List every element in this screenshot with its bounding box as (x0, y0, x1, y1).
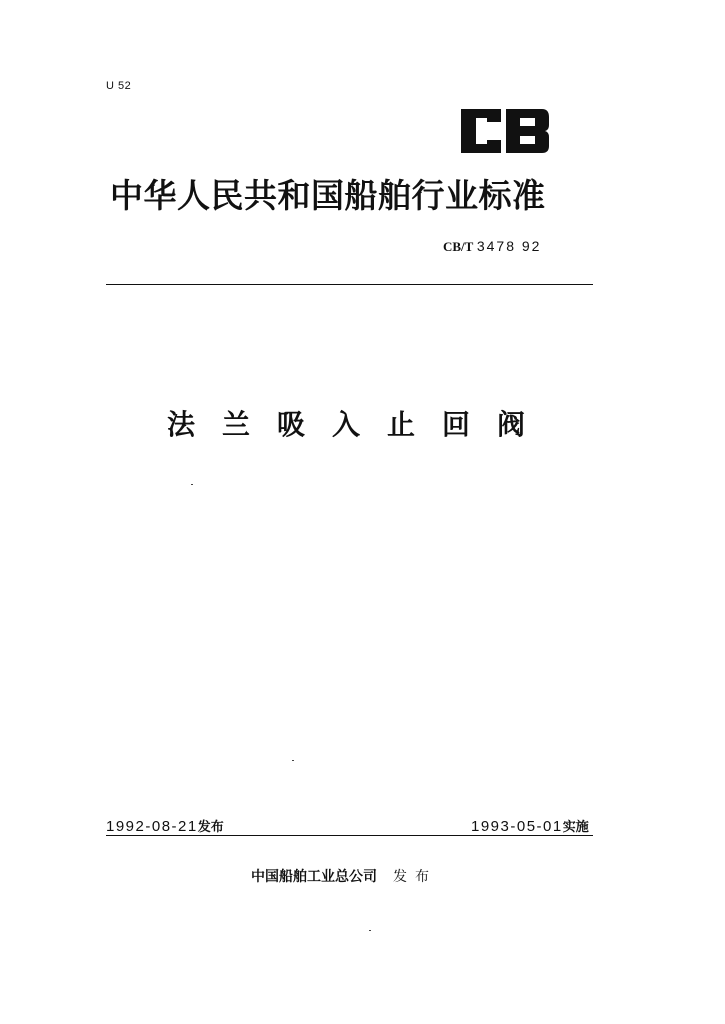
header-divider (106, 284, 593, 285)
cb-logo (457, 105, 552, 157)
standard-prefix: CB/T (443, 239, 474, 254)
implementation-date: 1993-05-01 (471, 818, 563, 835)
scan-speck (292, 760, 294, 761)
issue-date: 1992-08-21 (106, 818, 198, 835)
organization-title: 中华人民共和国船舶行业标准 (110, 176, 546, 215)
publisher-name: 中国船舶工业总公司 (251, 869, 377, 885)
scan-speck (369, 930, 371, 931)
standard-digits: 3478 92 (476, 238, 542, 254)
footer-divider (106, 835, 593, 836)
issue-date-block (106, 816, 224, 835)
implementation-date-block (471, 816, 589, 835)
scan-speck (191, 484, 193, 485)
document-title: 法兰吸入止回阀 (167, 408, 553, 441)
issue-label: 发布 (197, 820, 224, 835)
classification-code: U 52 (106, 80, 132, 92)
standard-number (443, 238, 541, 256)
cb-logo-graphic (457, 105, 552, 157)
implementation-label: 实施 (562, 820, 589, 835)
publisher-action: 发布 (393, 869, 437, 885)
publisher-line (251, 866, 437, 886)
